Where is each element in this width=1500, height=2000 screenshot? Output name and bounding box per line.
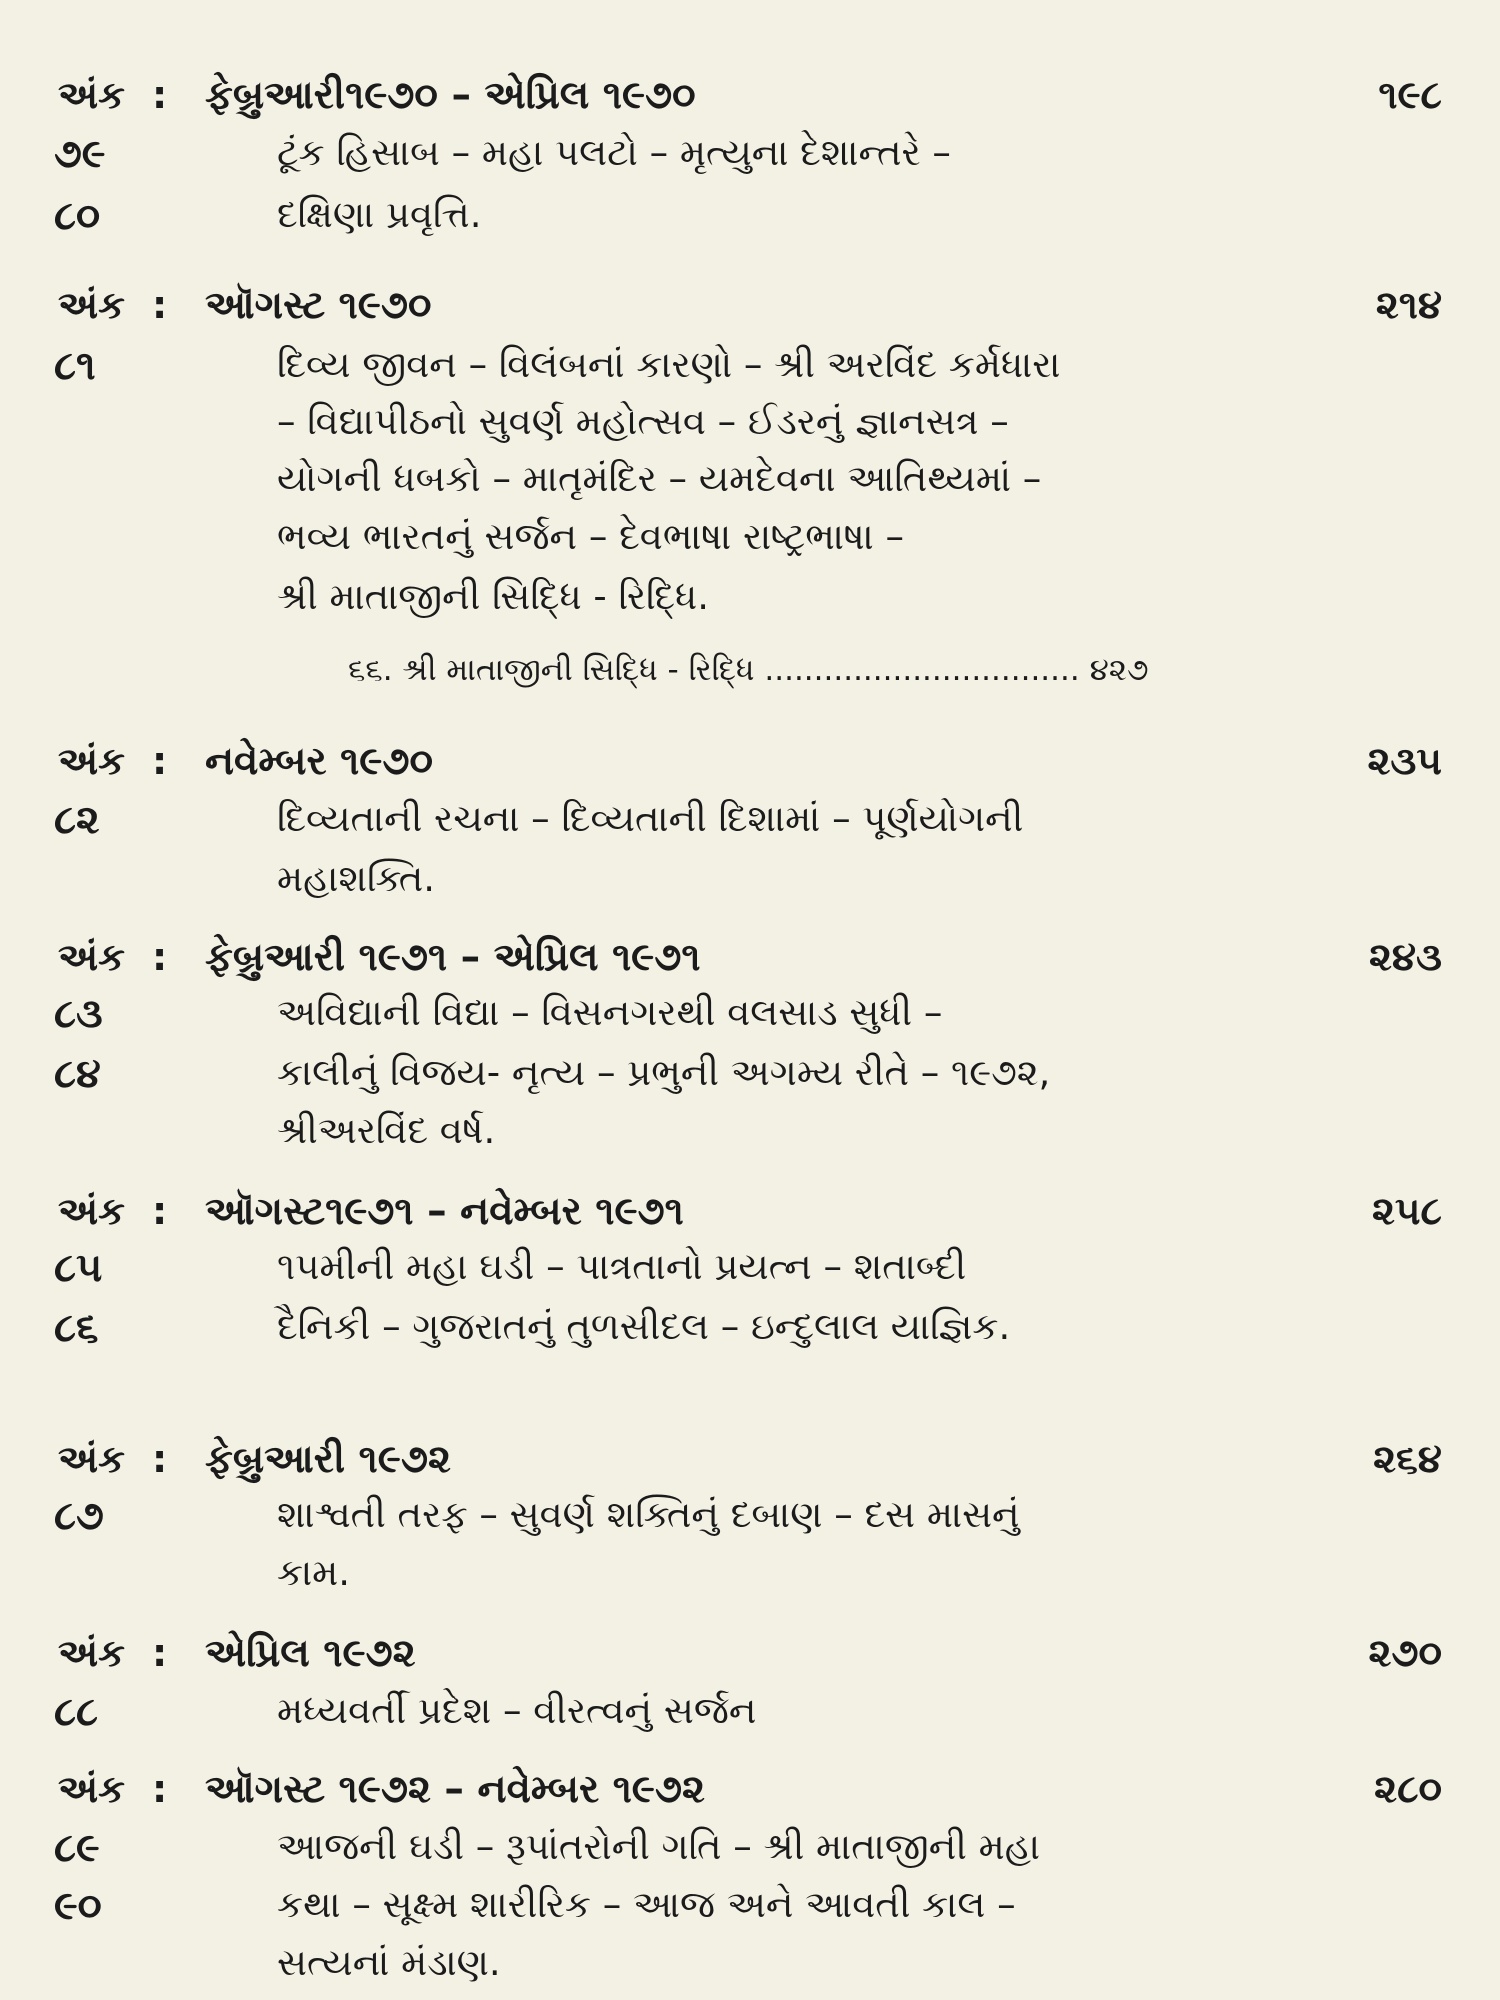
entry-text: દિવ્ય જીવન – વિલંબનાં કારણો – શ્રી અરવિંદ કર્મધારા <box>277 343 1061 386</box>
issue-colon: : <box>152 1437 168 1481</box>
issue-heading: ફેબ્રુઆરી ૧૯૭૧ – એપ્રિલ ૧૯૭૧ <box>205 935 701 980</box>
entry-text: ૧૫મીની મહા ઘડી – પાત્રતાનો પ્રયત્ન – શતાબ્દી <box>277 1245 967 1288</box>
entry-text: કાલીનું વિજય- નૃત્ય – પ્રભુની અગમ્ય રીતે – ૧૯૭૨, <box>277 1051 1051 1094</box>
entry-text: આજની ઘડી – રૂપાંતરોની ગતિ – શ્રી માતાજીની મહા <box>277 1825 1041 1868</box>
page-number: ૨૬૪ <box>1373 1437 1442 1482</box>
issue-label: અંક <box>58 935 125 979</box>
entry-number: ૮૫ <box>54 1245 103 1291</box>
page-number: ૧૯૮ <box>1378 73 1442 118</box>
entry-text: કામ. <box>277 1551 351 1594</box>
subentry-text: ૬૬. શ્રી માતાજીની સિદ્ધિ - રિદ્ધિ ................................ ૪૨૭ <box>348 652 1149 688</box>
entry-text: કથા – સૂક્ષ્મ શારીરિક – આજ અને આવતી કાલ – <box>277 1883 1016 1926</box>
entry-text: મહાશક્તિ. <box>277 857 435 900</box>
entry-number: ૮૬ <box>54 1305 99 1351</box>
issue-heading: ઑગસ્ટ૧૯૭૧ – નવેમ્બર ૧૯૭૧ <box>205 1189 684 1234</box>
issue-label: અંક <box>58 739 125 783</box>
issue-heading: એપ્રિલ ૧૯૭૨ <box>205 1631 416 1676</box>
entry-number: ૮૦ <box>54 193 101 239</box>
entry-text: યોગની ધબકો – માતૃમંદિર – યમદેવના આતિથ્યમાં – <box>277 457 1042 500</box>
issue-label: અંક <box>58 1189 125 1233</box>
issue-colon: : <box>152 1631 168 1675</box>
entry-text: શાશ્વતી તરફ – સુવર્ણ શક્તિનું દબાણ – દસ માસનું <box>277 1493 1020 1536</box>
entry-number: ૮૧ <box>54 343 96 389</box>
entry-text: શ્રી માતાજીની સિદ્ધિ - રિદ્ધિ. <box>277 575 710 618</box>
issue-colon: : <box>152 73 168 117</box>
page-number: ૨૪૩ <box>1368 935 1442 980</box>
entry-text: – વિદ્યાપીઠનો સુવર્ણ મહોત્સવ – ઈડરનું જ્ઞાનસત્ર – <box>277 400 1009 443</box>
entry-number: ૮૯ <box>54 1825 100 1871</box>
entry-text: સત્યનાં મંડાણ. <box>277 1941 501 1984</box>
entry-number: ૮૭ <box>54 1493 104 1539</box>
entry-text: શ્રીઅરવિંદ વર્ષ. <box>277 1109 496 1152</box>
issue-label: અંક <box>58 73 125 117</box>
issue-colon: : <box>152 1767 168 1811</box>
issue-colon: : <box>152 283 168 327</box>
entry-text: દૈનિકી – ગુજરાતનું તુળસીદલ – ઇન્દુલાલ યાજ્ઞિક. <box>277 1305 1011 1348</box>
entry-text: દક્ષિણા પ્રવૃત્તિ. <box>277 193 482 236</box>
entry-number: ૮૩ <box>54 991 103 1037</box>
entry-text: ટૂંક હિસાબ – મહા પલટો – મૃત્યુના દેશાન્તરે – <box>277 131 951 174</box>
entry-number: ૯૦ <box>54 1883 102 1929</box>
page-number: ૨૭૦ <box>1368 1631 1442 1676</box>
issue-label: અંક <box>58 1767 125 1811</box>
page-number: ૨૧૪ <box>1375 283 1442 328</box>
entry-number: ૮૪ <box>54 1051 101 1097</box>
issue-colon: : <box>152 1189 168 1233</box>
issue-heading: નવેમ્બર ૧૯૭૦ <box>205 739 433 784</box>
issue-heading: ફેબ્રુઆરી૧૯૭૦ – એપ્રિલ ૧૯૭૦ <box>205 73 696 118</box>
entry-number: ૭૯ <box>54 131 106 177</box>
entry-number: ૮૮ <box>54 1689 98 1735</box>
entry-text: દિવ્યતાની રચના – દિવ્યતાની દિશામાં – પૂર્ણયોગની <box>277 797 1024 840</box>
issue-label: અંક <box>58 283 125 327</box>
entry-number: ૮૨ <box>54 797 100 843</box>
entry-text: અવિદ્યાની વિદ્યા – વિસનગરથી વલસાડ સુધી – <box>277 991 943 1034</box>
issue-heading: ઑગસ્ટ ૧૯૭૦ <box>205 283 432 328</box>
issue-label: અંક <box>58 1631 125 1675</box>
issue-heading: ઑગસ્ટ ૧૯૭૨ – નવેમ્બર ૧૯૭૨ <box>205 1767 705 1812</box>
page-number: ૨૮૦ <box>1374 1767 1442 1812</box>
page-number: ૨૫૮ <box>1372 1189 1442 1234</box>
entry-text: મધ્યવર્તી પ્રદેશ – વીરત્વનું સર્જન <box>277 1689 757 1732</box>
issue-label: અંક <box>58 1437 125 1481</box>
entry-text: ભવ્ય ભારતનું સર્જન – દેવભાષા રાષ્ટ્રભાષા – <box>277 515 904 558</box>
issue-colon: : <box>152 935 168 979</box>
page-number: ૨૩૫ <box>1367 739 1442 784</box>
issue-colon: : <box>152 739 168 783</box>
issue-heading: ફેબ્રુઆરી ૧૯૭૨ <box>205 1437 451 1482</box>
